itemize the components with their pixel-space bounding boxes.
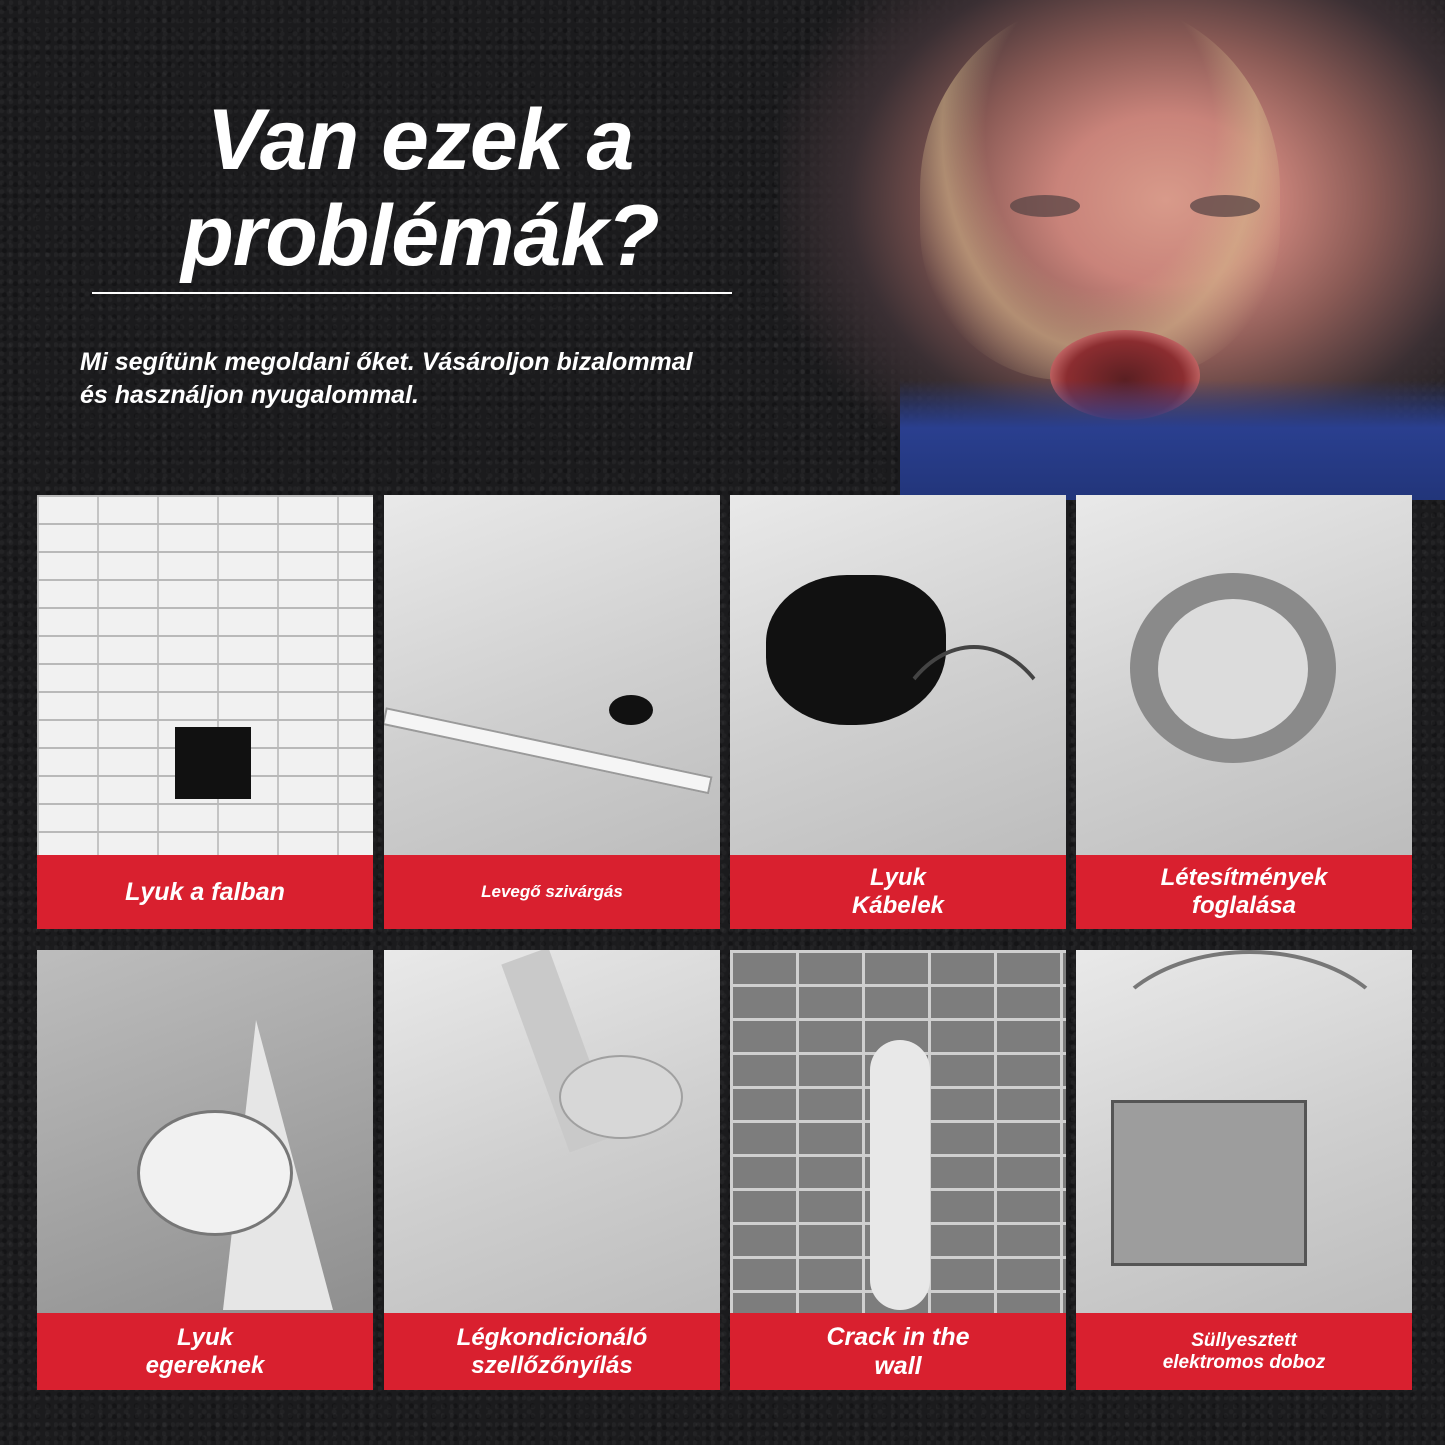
card-label <box>37 855 373 929</box>
mouse-shape <box>137 1110 293 1236</box>
problem-card <box>384 950 720 1390</box>
wall-hole <box>175 727 251 799</box>
pipe-shape <box>384 707 713 794</box>
cable-pipe <box>870 1040 930 1310</box>
eye-left <box>1010 195 1080 217</box>
card-label-line: Levegő szivárgás <box>481 882 623 902</box>
card-photo <box>37 495 373 855</box>
card-photo <box>1076 495 1412 855</box>
vent-hole <box>609 695 653 725</box>
card-label-line: Lyuk <box>869 864 926 892</box>
card-label <box>384 1313 720 1390</box>
shirt-shape <box>900 380 1445 500</box>
card-label <box>1076 1313 1412 1390</box>
problem-card <box>1076 495 1412 929</box>
card-label-line: wall <box>874 1351 922 1380</box>
card-label-line: Légkondicionáló <box>456 1323 648 1351</box>
card-label-line: Süllyesztett <box>1191 1329 1297 1351</box>
card-label-line: Létesítmények <box>1160 864 1328 892</box>
brick-wall <box>37 495 373 855</box>
vent-ring <box>559 1055 683 1139</box>
card-photo <box>384 495 720 855</box>
hair-shape <box>920 0 1280 380</box>
subtitle-line-2: és használjon nyugalommal. <box>80 381 419 409</box>
subtitle <box>80 346 860 412</box>
page-title <box>80 92 760 285</box>
card-label <box>1076 855 1412 929</box>
card-photo <box>730 950 1066 1313</box>
box-wires <box>1096 950 1404 1158</box>
card-photo <box>384 950 720 1313</box>
title-divider <box>92 292 732 294</box>
card-label <box>384 855 720 929</box>
problem-card <box>730 495 1066 929</box>
card-label-line: szellőzőnyílás <box>471 1351 633 1379</box>
card-label-line: egereknek <box>145 1351 265 1379</box>
card-label <box>37 1313 373 1390</box>
card-label <box>730 1313 1066 1390</box>
title-line-2: problémák? <box>181 188 659 285</box>
subtitle-line-1: Mi segítünk megoldani őket. Vásároljon bizalommal <box>80 348 693 376</box>
hero-photo <box>780 0 1445 500</box>
problem-card <box>1076 950 1412 1390</box>
card-label-line: Kábelek <box>851 892 945 919</box>
problem-card <box>37 495 373 929</box>
problem-card <box>730 950 1066 1390</box>
problem-card <box>37 950 373 1390</box>
card-photo <box>1076 950 1412 1313</box>
card-label <box>730 855 1066 929</box>
card-label-line: Lyuk a falban <box>125 877 285 906</box>
problem-card <box>384 495 720 929</box>
card-label-line: Lyuk <box>176 1323 233 1351</box>
card-photo <box>37 950 373 1313</box>
card-label-line: foglalása <box>1191 892 1297 919</box>
pipe-ring-inner <box>1158 599 1308 739</box>
title-line-1: Van ezek a <box>206 92 634 188</box>
eye-right <box>1190 195 1260 217</box>
card-label-line: Crack in the <box>826 1322 970 1351</box>
card-label-line: elektromos doboz <box>1162 1351 1326 1373</box>
card-photo <box>730 495 1066 855</box>
